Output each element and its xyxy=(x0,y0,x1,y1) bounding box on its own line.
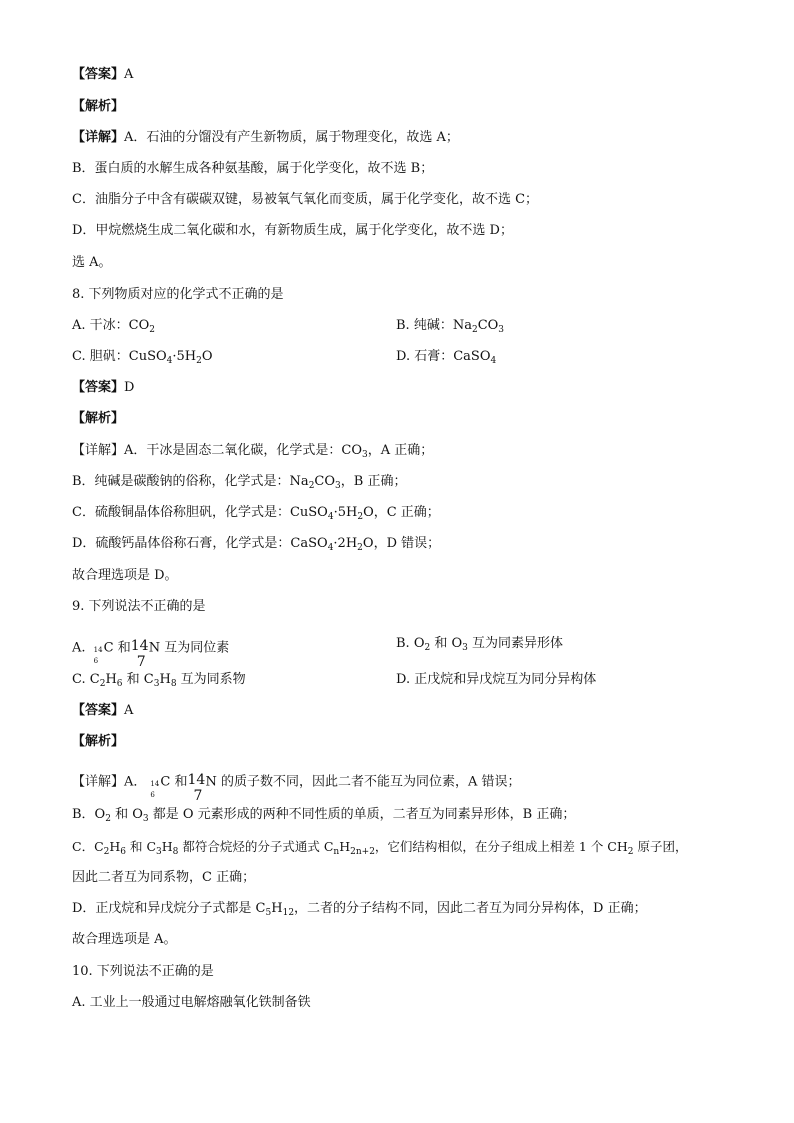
detail-line-q8-b: B．纯碱是碳酸钠的俗称，化学式是：$Na_2CO_3$，B 正确； xyxy=(72,474,407,491)
question-stem-q9: 9. 下列说法不正确的是 xyxy=(72,599,206,614)
detail-line-q9-c-cont: 因此二者互为同系物，C 正确； xyxy=(72,870,256,885)
question-stem-q10: 10. 下列说法不正确的是 xyxy=(72,964,214,979)
analysis-label-q8: 【解析】 xyxy=(72,411,125,426)
detail-line-q9-d: D．正戊烷和异戊烷分子式都是 $C_5H_{12}$，二者的分子结构不同，因此二者互为同分异构体，D 正确； xyxy=(72,901,647,918)
detail-line-q7-b: B．蛋白质的水解生成各种氨基酸，属于化学变化，故不选 B； xyxy=(72,161,434,176)
answer-line-q8: 【答案】D xyxy=(72,380,135,395)
detail-line-q7-a: 【详解】A．石油的分馏没有产生新物质，属于物理变化，故选 A； xyxy=(72,130,459,145)
question-stem-q8: 8. 下列物质对应的化学式不正确的是 xyxy=(72,287,284,302)
analysis-label-q9: 【解析】 xyxy=(72,734,125,749)
conclusion-q8: 故合理选项是 D。 xyxy=(72,568,178,583)
option-c-q8: C. 胆矾：$CuSO_4\cdot 5H_2O$ xyxy=(72,349,213,366)
option-b-q9: B. $O_2$ 和 $O_3$ 互为同素异形体 xyxy=(396,636,564,653)
detail-line-q9-c: C．$C_2H_6$ 和 $C_3H_8$ 都符合烷烃的分子式通式 $C_nH_{2n+2}$，它们结构相似，在分子组成上相差 1 个 $CH_2$ 原子团， xyxy=(72,839,688,857)
answer-line-q7: 【答案】A xyxy=(72,67,134,82)
conclusion-q7: 选 A。 xyxy=(72,255,112,270)
option-d-q9: D. 正戊烷和异戊烷互为同分异构体 xyxy=(396,672,597,687)
detail-line-q7-c: C．油脂分子中含有碳碳双键，易被氧气氧化而变质，属于化学变化，故不选 C； xyxy=(72,192,539,207)
conclusion-q9: 故合理选项是 A。 xyxy=(72,932,177,947)
detail-line-q7-d: D．甲烷燃烧生成二氧化碳和水，有新物质生成，属于化学变化，故不选 D； xyxy=(72,223,513,238)
nitrogen-14-nuclide: 14 7 xyxy=(187,772,206,804)
carbon-14-nuclide: 14 6 xyxy=(150,780,160,799)
carbon-14-nuclide: 14 6 xyxy=(93,646,103,665)
detail-line-q8-a: 【详解】A．干冰是固态二氧化碳，化学式是：$CO_3$，A 正确； xyxy=(72,443,434,460)
option-a-q10: A. 工业上一般通过电解熔融氧化铁制备铁 xyxy=(72,995,311,1010)
detail-line-q9-b: B．$O_2$ 和 $O_3$ 都是 O 元素形成的两种不同性质的单质，二者互为同素异形体，B 正确； xyxy=(72,807,576,824)
answer-line-q9: 【答案】A xyxy=(72,703,134,718)
option-c-q9: C. $C_2H_6$ 和 $C_3H_8$ 互为同系物 xyxy=(72,672,246,689)
option-a-q9: A. 14 6 C 和 14 7 N 互为同位素 xyxy=(72,630,229,666)
detail-line-q8-d: D．硫酸钙晶体俗称石膏，化学式是：$CaSO_4\cdot 2H_2O$，D 错误； xyxy=(72,536,441,553)
analysis-label-q7: 【解析】 xyxy=(72,99,125,114)
option-b-q8: B. 纯碱：$Na_2CO_3$ xyxy=(396,318,505,335)
option-d-q8: D. 石膏：CaSO$_4$ xyxy=(396,349,497,366)
detail-line-q8-c: C．硫酸铜晶体俗称胆矾，化学式是：$CuSO_4\cdot 5H_2O$，C 正确； xyxy=(72,505,440,522)
detail-line-q9-a: 【详解】A． 14 6 C 和 14 7 N 的质子数不同，因此二者不能互为同位素，A 错误； xyxy=(72,764,521,800)
option-a-q8: A. 干冰：$CO_2$ xyxy=(72,318,155,335)
nitrogen-14-nuclide: 14 7 xyxy=(130,638,149,670)
